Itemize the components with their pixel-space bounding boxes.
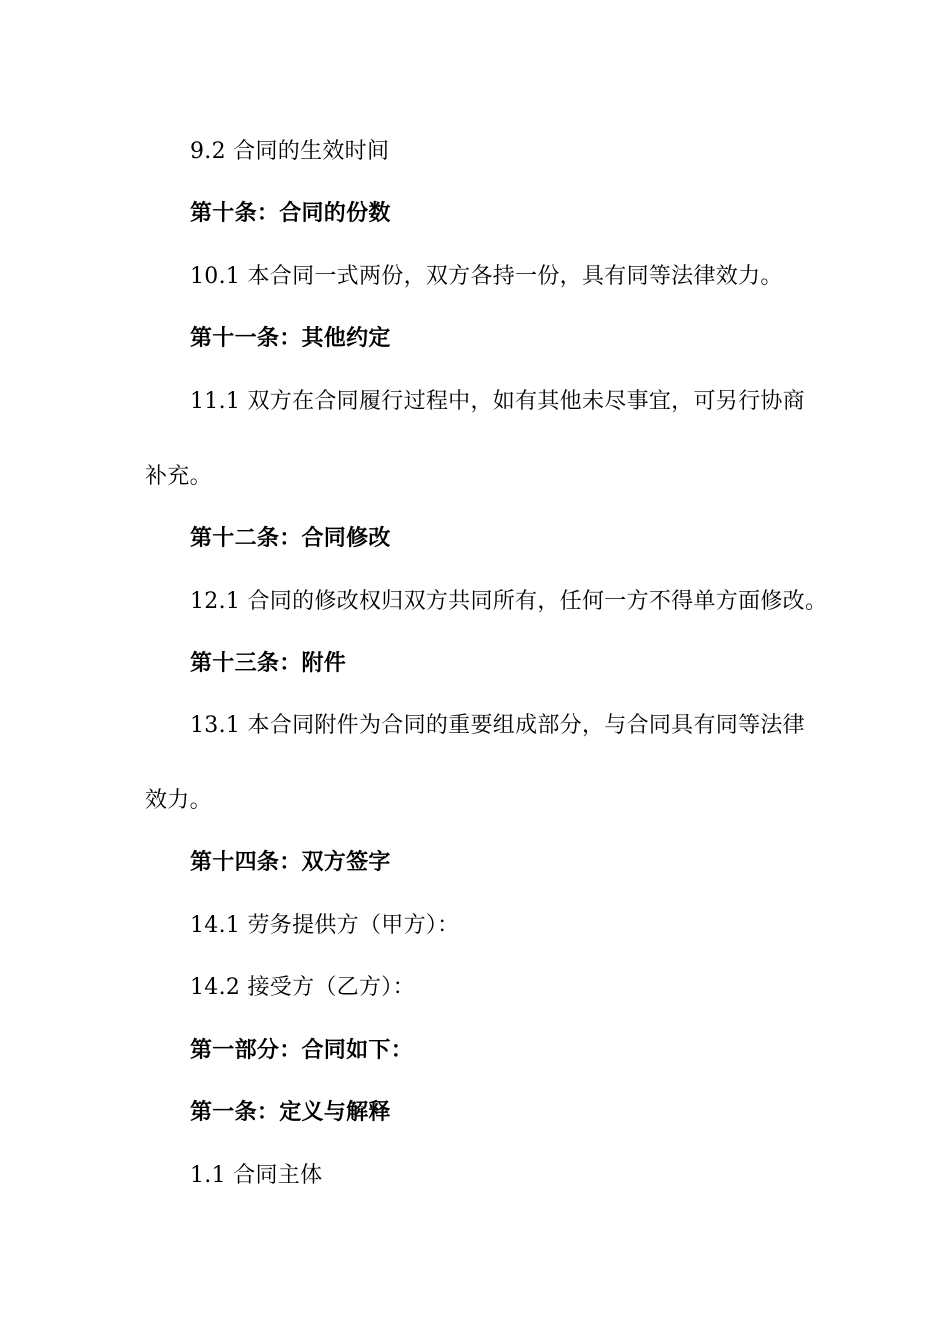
article-12-heading: 第十二条：合同修改: [190, 526, 391, 551]
article-11-heading: 第十一条：其他约定: [190, 326, 391, 351]
clause-12-1: 12.1 合同的修改权归双方共同所有，任何一方不得单方面修改。: [190, 589, 828, 614]
clause-10-1: 10.1 本合同一式两份，双方各持一份，具有同等法律效力。: [190, 264, 783, 289]
article-13-heading: 第十三条：附件: [190, 651, 347, 676]
clause-13-1-continuation: 效力。: [145, 788, 212, 813]
part-1-heading: 第一部分：合同如下：: [190, 1038, 414, 1063]
clause-14-2: 14.2 接受方（乙方）：: [190, 975, 415, 1000]
clause-14-1: 14.1 劳务提供方（甲方）：: [190, 913, 460, 938]
article-10-heading: 第十条：合同的份数: [190, 201, 391, 226]
clause-1-1: 1.1 合同主体: [190, 1163, 323, 1188]
clause-11-1: 11.1 双方在合同履行过程中，如有其他未尽事宜，可另行协商: [190, 389, 805, 414]
article-1-heading: 第一条：定义与解释: [190, 1100, 391, 1125]
clause-11-1-continuation: 补充。: [145, 464, 212, 489]
clause-9-2: 9.2 合同的生效时间: [190, 139, 390, 164]
clause-13-1: 13.1 本合同附件为合同的重要组成部分，与合同具有同等法律: [190, 713, 805, 738]
article-14-heading: 第十四条：双方签字: [190, 850, 391, 875]
